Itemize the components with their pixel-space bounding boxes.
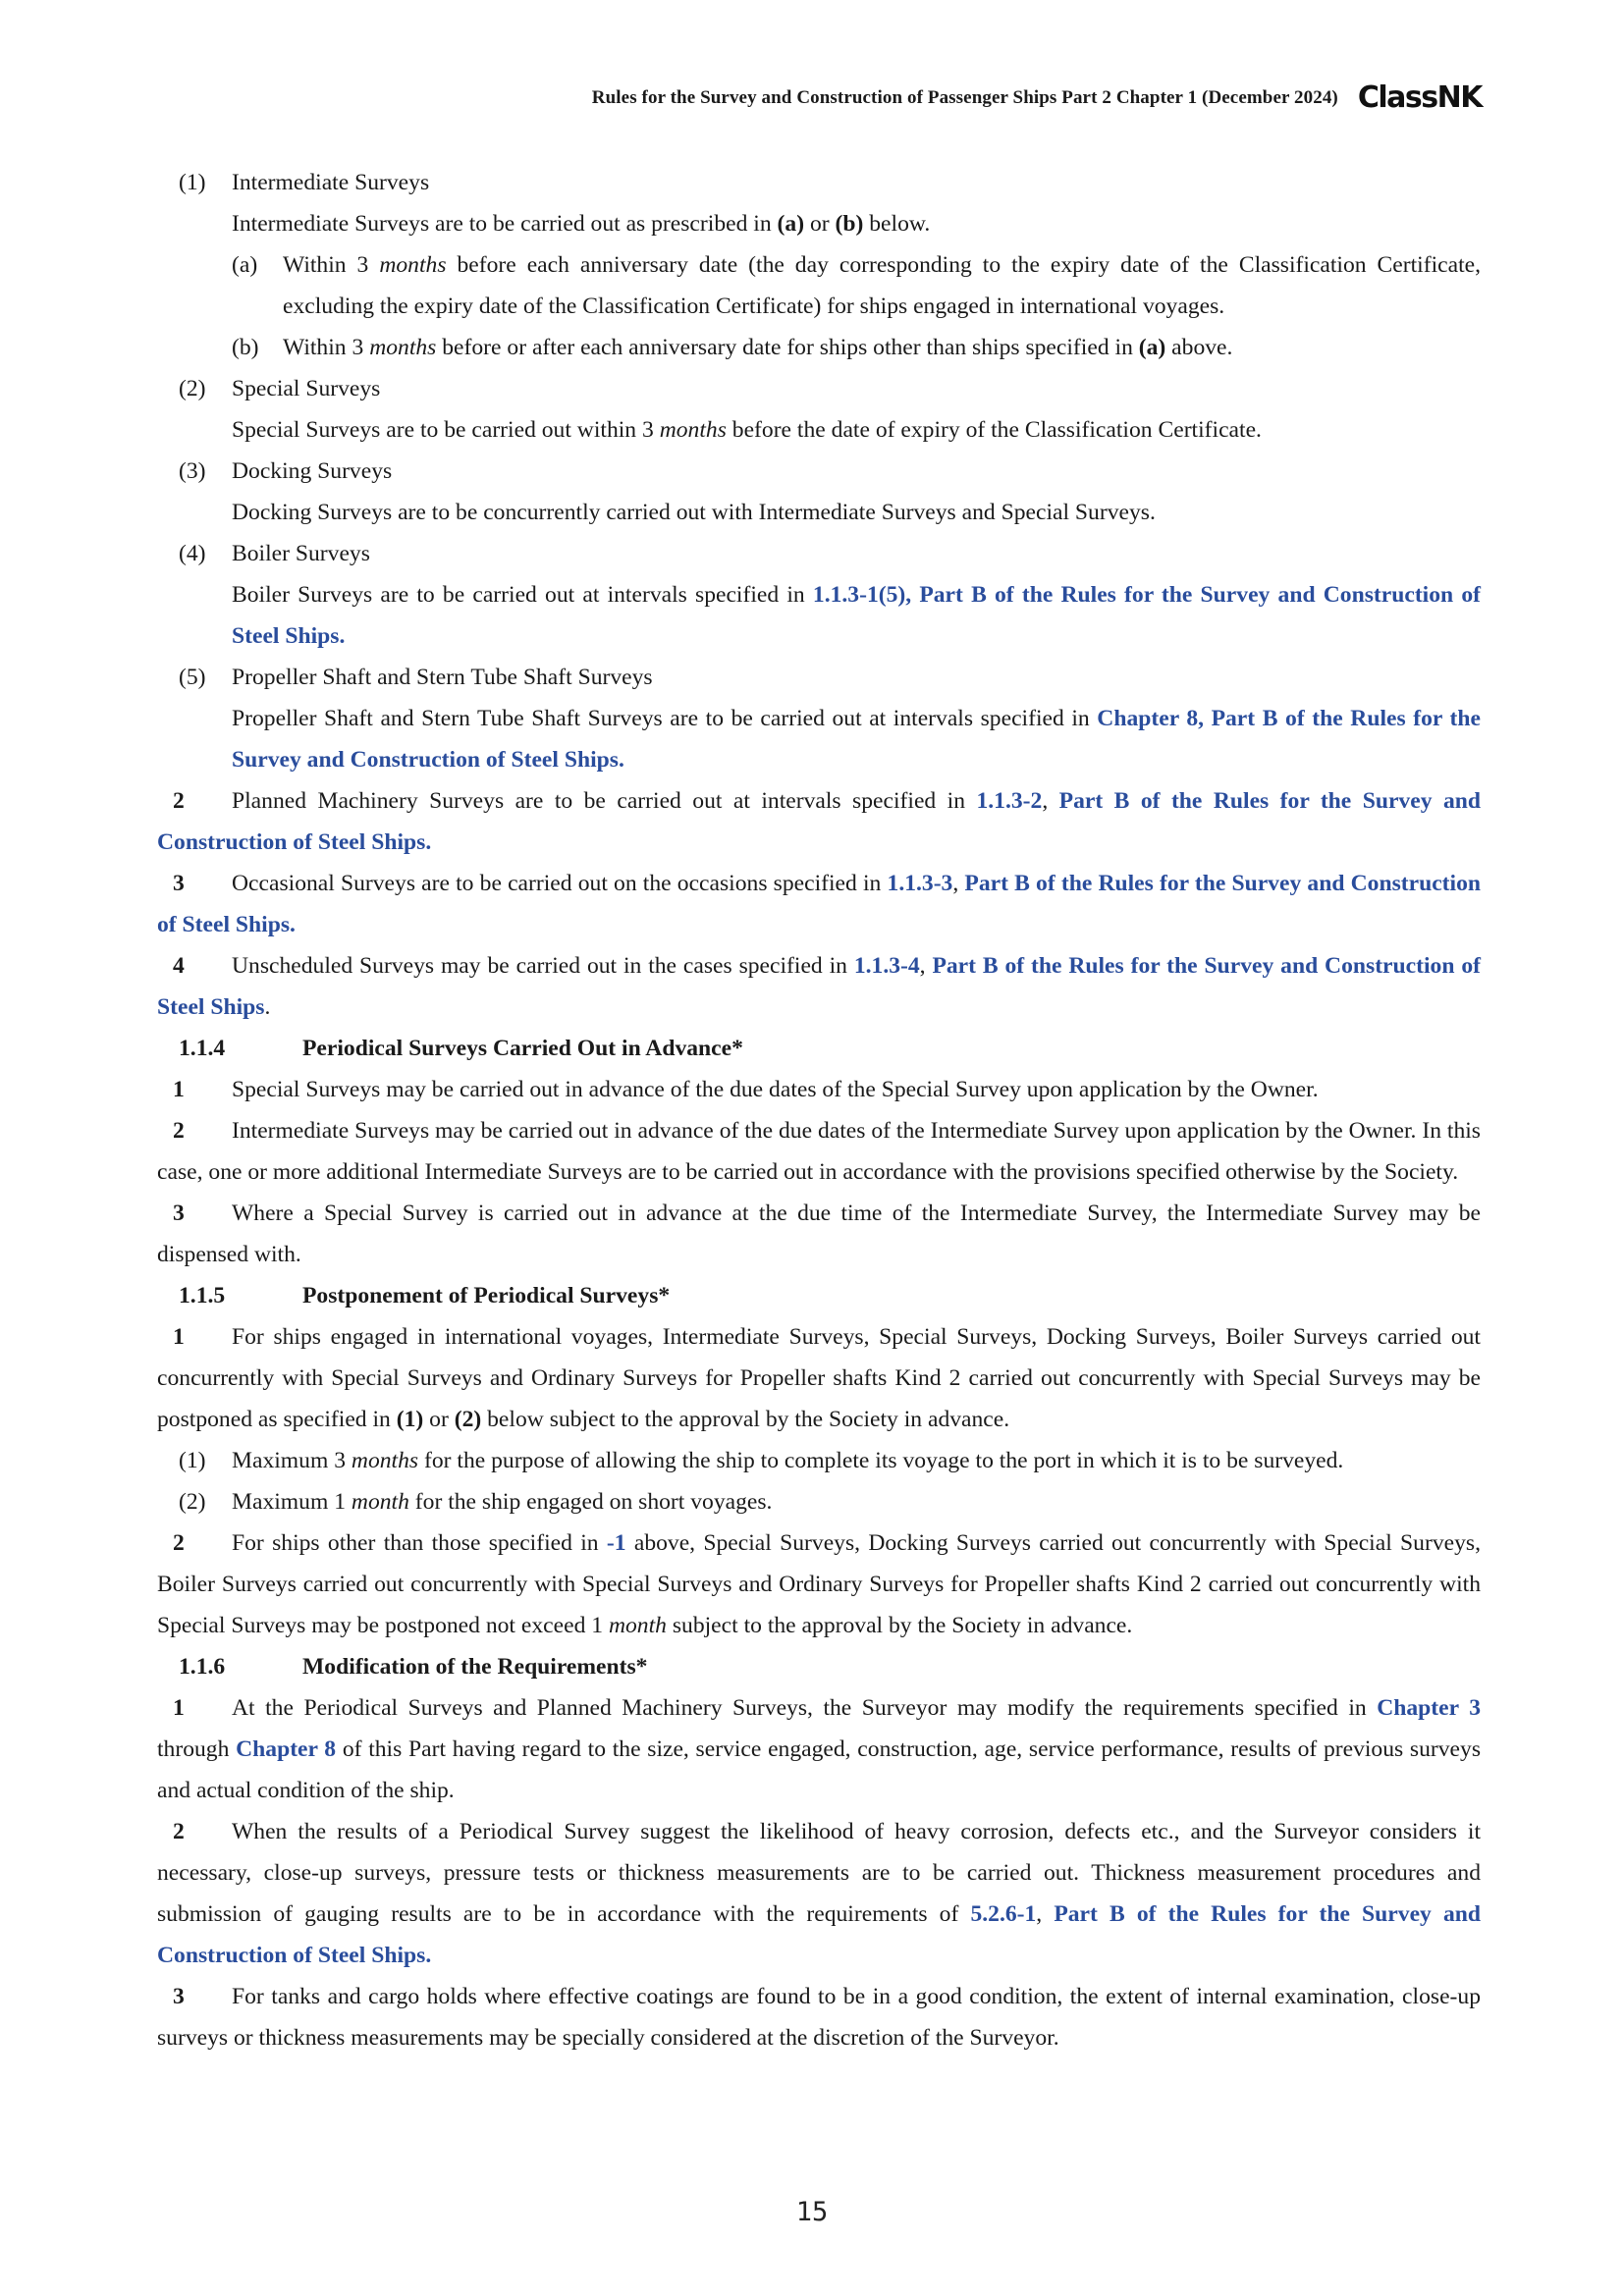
paragraph-2: 2 Intermediate Surveys may be carried out in advance of the due dates of the Intermediate Survey upon application by the Owner. In this case, one or more additional Intermediate Surveys are to be carried out in accordance with the provisions specified otherwise by the Society. (157, 1118, 1481, 1185)
rule-link[interactable]: Chapter 8, Part B of the Rules for the Survey and Construction of Steel Ships. (232, 706, 1481, 773)
sub-item-b: (b) Within 3 months before or after each anniversary date for ships other than ships specified in (a) above. (232, 335, 1233, 360)
rule-link[interactable]: Chapter 8 (236, 1736, 337, 1762)
section-heading-1-1-5: 1.1.5 Postponement of Periodical Surveys* (179, 1283, 671, 1308)
paragraph-3: 3 For tanks and cargo holds where effective coatings are found to be in a good condition, the extent of internal examination, close-up surveys or thickness measurements may be specially considered at the discretion of the Surveyor. (157, 1984, 1481, 2051)
header-title: Rules for the Survey and Construction of Passenger Ships Part 2 Chapter 1 (December 2024) (591, 86, 1338, 108)
paragraph-4: 4 Unscheduled Surveys may be carried out in the cases specified in 1.1.3-4, Part B of the Rules for the Survey and Construction of Steel Ships. (157, 953, 1481, 1020)
page-number: 15 (795, 2197, 829, 2227)
document-body (157, 162, 1481, 2058)
item-title: Intermediate Surveys (232, 170, 430, 195)
paragraph-3: 3 Where a Special Survey is carried out in advance at the due time of the Intermediate Survey, the Intermediate Survey may be dispensed with. (157, 1201, 1481, 1267)
section-heading-1-1-4: 1.1.4 Periodical Surveys Carried Out in Advance* (179, 1036, 743, 1061)
rule-link[interactable]: 5.2.6-1 (970, 1901, 1037, 1927)
paragraph: Boiler Surveys are to be carried out at intervals specified in 1.1.3-1(5), Part B of the Rules for the Survey and Construction of Steel Ships. (232, 582, 1481, 649)
sub-item-a: (a) Within 3 months before each anniversary date (the day corresponding to the expiry date of the Classification Certificate, excluding the expiry date of the Classification Certificate) for ships engaged in international voyages. (232, 252, 1481, 319)
paragraph-2: 2 For ships other than those specified in -1 above, Special Surveys, Docking Surveys carried out concurrently with Special Surveys, Boiler Surveys carried out concurrently with Special Surveys and Ordinary Surveys for Propeller shafts Kind 2 carried out concurrently with Special Surveys may be postponed not exceed 1 month subject to the approval by the Society in advance. (157, 1530, 1481, 1638)
rule-link[interactable]: Chapter 3 (1377, 1695, 1481, 1721)
list-item-special-surveys: (2) Special Surveys (179, 376, 381, 401)
rule-link[interactable]: Part B of the Rules for the Survey and Construction of Steel Ships (157, 953, 1481, 1020)
list-item-propeller-shaft-surveys: (5) Propeller Shaft and Stern Tube Shaft Surveys (179, 665, 653, 690)
list-item-docking-surveys: (3) Docking Surveys (179, 458, 393, 484)
list-item-intermediate-surveys (157, 162, 1481, 203)
rule-link[interactable]: -1 (606, 1530, 626, 1556)
paragraph: Propeller Shaft and Stern Tube Shaft Surveys are to be carried out at intervals specified in Chapter 8, Part B of the Rules for the Survey and Construction of Steel Ships. (232, 706, 1481, 773)
rule-link[interactable]: Part B of the Rules for the Survey and Construction of Steel Ships. (157, 1901, 1481, 1968)
list-item: (2) Maximum 1 month for the ship engaged on short voyages. (179, 1489, 773, 1515)
paragraph: Docking Surveys are to be concurrently carried out with Intermediate Surveys and Special Surveys. (232, 500, 1156, 525)
item-number: (1) (179, 170, 206, 195)
paragraph-3: 3 Occasional Surveys are to be carried out on the occasions specified in 1.1.3-3, Part B of the Rules for the Survey and Construction of Steel Ships. (157, 871, 1482, 937)
paragraph-2: 2 Planned Machinery Surveys are to be carried out at intervals specified in 1.1.3-2, Part B of the Rules for the Survey and Construction of Steel Ships. (157, 788, 1481, 855)
rule-link[interactable]: 1.1.3-2 (976, 788, 1043, 814)
section-heading-1-1-6: 1.1.6 Modification of the Requirements* (179, 1654, 648, 1680)
rule-link[interactable]: 1.1.3-3 (887, 871, 953, 896)
rule-link[interactable]: Part B of the Rules for the Survey and Construction of Steel Ships. (157, 788, 1481, 855)
running-header (592, 80, 1482, 115)
rule-link[interactable]: 1.1.3-1(5), Part B of the Rules for the Survey and Construction of Steel Ships. (232, 582, 1481, 649)
classnk-logo: ClassNK (1357, 80, 1482, 115)
rule-link[interactable]: 1.1.3-4 (853, 953, 920, 979)
paragraph-1: 1 Special Surveys may be carried out in advance of the due dates of the Special Survey upon application by the Owner. (173, 1077, 1319, 1102)
rule-link[interactable]: Part B of the Rules for the Survey and Construction of Steel Ships. (157, 871, 1482, 937)
paragraph-2: 2 When the results of a Periodical Survey suggest the likelihood of heavy corrosion, defects etc., and the Surveyor considers it necessary, close-up surveys, pressure tests or thickness measurements are to be carried out. Thickness measurement procedures and submission of gauging results are to be in accordance with the requirements of 5.2.6-1, Part B of the Rules for the Survey and Construction of Steel Ships. (157, 1819, 1481, 1968)
paragraph-1: 1 At the Periodical Surveys and Planned Machinery Surveys, the Surveyor may modify the requirements specified in Chapter 3 through Chapter 8 of this Part having regard to the size, service engaged, construction, age, service performance, results of previous surveys and actual condition of the ship. (157, 1695, 1482, 1803)
list-item-boiler-surveys: (4) Boiler Surveys (179, 541, 370, 566)
paragraph-1: 1 For ships engaged in international voyages, Intermediate Surveys, Special Surveys, Docking Surveys, Boiler Surveys carried out concurrently with Special Surveys and Ordinary Surveys for Propeller shafts Kind 2 carried out concurrently with Special Surveys may be postponed as specified in (1) or (2) below subject to the approval by the Society in advance. (157, 1324, 1481, 1432)
paragraph: Intermediate Surveys are to be carried out as prescribed in (a) or (b) below. (232, 211, 931, 237)
paragraph: Special Surveys are to be carried out within 3 months before the date of expiry of the Classification Certificate. (232, 417, 1262, 443)
list-item: (1) Maximum 3 months for the purpose of allowing the ship to complete its voyage to the port in which it is to be surveyed. (179, 1448, 1344, 1473)
